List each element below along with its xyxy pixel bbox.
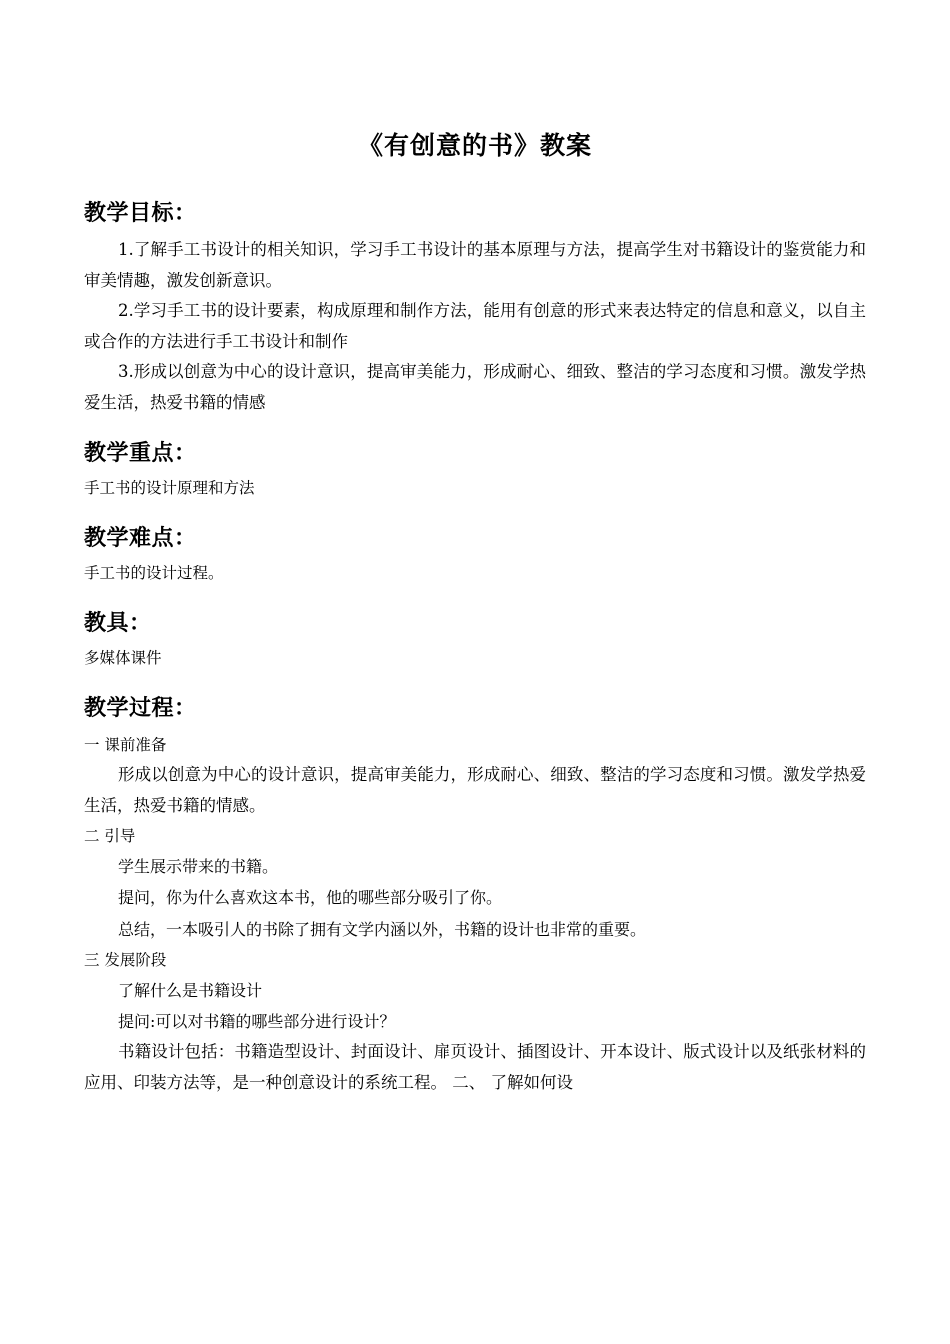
process-step-2-line-1: 学生展示带来的书籍。 (118, 857, 279, 877)
teaching-aids-text: 多媒体课件 (84, 648, 162, 667)
key-points-text: 手工书的设计原理和方法 (84, 479, 255, 498)
process-step-1-line-1: 形成以创意为中心的设计意识，提高审美能力，形成耐心、细致、整洁的学习态度和习惯。激发学热爱生活，热爱书籍的情感。 (84, 764, 866, 815)
section-heading-key-points: 教学重点： (84, 440, 197, 467)
section-heading-objectives: 教学目标： (84, 200, 197, 226)
process-step-2-line-3: 总结，一本吸引人的书除了拥有文学内涵以外，书籍的设计也非常的重要。 (118, 919, 647, 939)
difficulties-text: 手工书的设计过程。 (84, 563, 224, 582)
process-step-label-1: 一 课前准备 (84, 735, 167, 754)
section-heading-difficulties: 教学难点： (84, 524, 197, 551)
process-step-label-3: 三 发展阶段 (84, 950, 167, 969)
process-step-2-line-2: 提问，你为什么喜欢这本书，他的哪些部分吸引了你。 (118, 888, 503, 908)
objective-item-3: 3.形成以创意为中心的设计意识，提高审美能力，形成耐心、细致、整洁的学习态度和习惯。激发学热爱生活，热爱书籍的情感 (84, 362, 866, 412)
process-step-3-line-2: 提问:可以对书籍的哪些部分进行设计？ (118, 1012, 396, 1032)
objective-item-2: 2.学习手工书的设计要素，构成原理和制作方法，能用有创意的形式来表达特定的信息和意义，以自主或合作的方法进行手工书设计和制作 (84, 301, 866, 351)
page-title: 《有创意的书》教案 (357, 131, 592, 160)
process-step-3-line-3: 书籍设计包括：书籍造型设计、封面设计、扉页设计、插图设计、开本设计、版式设计以及纸张材料的应用、印装方法等，是一种创意设计的系统工程。 二、 了解如何设 (84, 1042, 866, 1092)
section-heading-process: 教学过程： (84, 694, 197, 721)
process-step-label-2: 二 引导 (84, 827, 136, 846)
section-heading-teaching-aids: 教具： (84, 609, 152, 636)
objective-item-1: 1.了解手工书设计的相关知识，学习手工书设计的基本原理与方法，提高学生对书籍设计的鉴赏能力和审美情趣，激发创新意识。 (84, 240, 866, 290)
process-step-3-line-1: 了解什么是书籍设计 (118, 981, 263, 1001)
